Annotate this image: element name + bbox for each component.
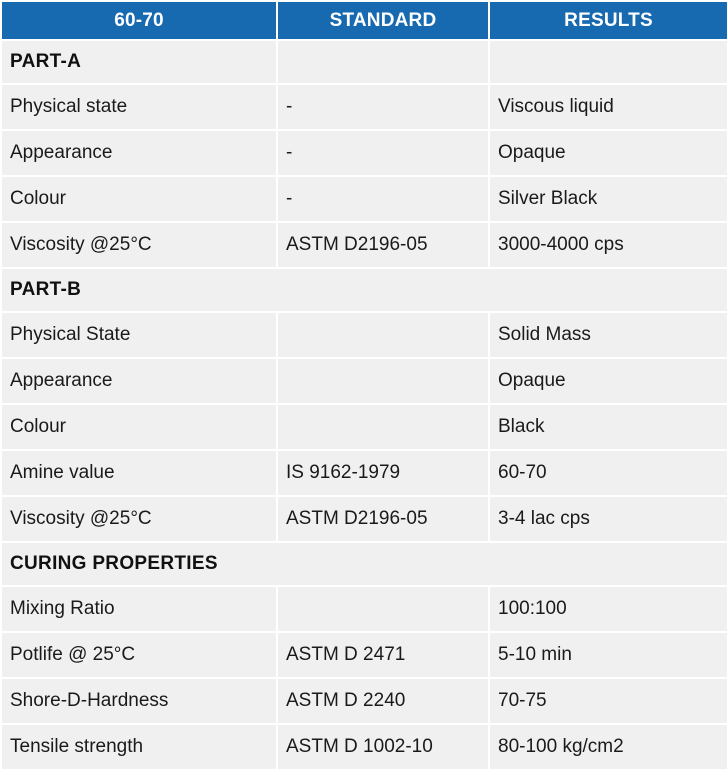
header-row bbox=[2, 2, 727, 39]
result-cell: 5-10 min bbox=[490, 633, 727, 677]
result-cell: Viscous liquid bbox=[490, 85, 727, 129]
table-row bbox=[2, 725, 727, 769]
result-cell: 100:100 bbox=[490, 587, 727, 631]
result-cell: Silver Black bbox=[490, 177, 727, 221]
standard-cell: - bbox=[278, 177, 488, 221]
standard-cell: ASTM D 2240 bbox=[278, 679, 488, 723]
property-cell: Mixing Ratio bbox=[2, 587, 276, 631]
table-row bbox=[2, 223, 727, 267]
section-title: CURING PROPERTIES bbox=[2, 543, 727, 585]
section-row bbox=[2, 543, 727, 585]
standard-cell: IS 9162-1979 bbox=[278, 451, 488, 495]
standard-cell: ASTM D2196-05 bbox=[278, 223, 488, 267]
result-cell: 3-4 lac cps bbox=[490, 497, 727, 541]
standard-cell bbox=[278, 405, 488, 449]
property-cell: Colour bbox=[2, 177, 276, 221]
property-cell: Appearance bbox=[2, 131, 276, 175]
table-row bbox=[2, 405, 727, 449]
property-cell: Viscosity @25°C bbox=[2, 497, 276, 541]
standard-cell: ASTM D2196-05 bbox=[278, 497, 488, 541]
standard-cell bbox=[278, 313, 488, 357]
result-cell: Solid Mass bbox=[490, 313, 727, 357]
section-row bbox=[2, 269, 727, 311]
header-standard: STANDARD bbox=[278, 2, 488, 39]
property-cell: Viscosity @25°C bbox=[2, 223, 276, 267]
result-cell: 3000-4000 cps bbox=[490, 223, 727, 267]
result-cell: 60-70 bbox=[490, 451, 727, 495]
property-cell: Shore-D-Hardness bbox=[2, 679, 276, 723]
header-results: RESULTS bbox=[490, 2, 727, 39]
table-row bbox=[2, 633, 727, 677]
property-cell: Potlife @ 25°C bbox=[2, 633, 276, 677]
property-cell: Tensile strength bbox=[2, 725, 276, 769]
property-cell: Physical state bbox=[2, 85, 276, 129]
section-row bbox=[2, 41, 727, 83]
result-cell: Black bbox=[490, 405, 727, 449]
table-row bbox=[2, 359, 727, 403]
result-cell: 80-100 kg/cm2 bbox=[490, 725, 727, 769]
result-cell: 70-75 bbox=[490, 679, 727, 723]
table-row bbox=[2, 679, 727, 723]
property-cell: Colour bbox=[2, 405, 276, 449]
section-blank-standard bbox=[278, 41, 488, 83]
table-row bbox=[2, 313, 727, 357]
property-cell: Amine value bbox=[2, 451, 276, 495]
standard-cell: - bbox=[278, 85, 488, 129]
table-row bbox=[2, 177, 727, 221]
table-row bbox=[2, 85, 727, 129]
section-title: PART-A bbox=[2, 41, 276, 83]
table-header bbox=[2, 2, 727, 39]
standard-cell bbox=[278, 587, 488, 631]
standard-cell: ASTM D 2471 bbox=[278, 633, 488, 677]
table-row bbox=[2, 497, 727, 541]
header-grade: 60-70 bbox=[2, 2, 276, 39]
table-body bbox=[2, 41, 727, 769]
result-cell: Opaque bbox=[490, 131, 727, 175]
result-cell: Opaque bbox=[490, 359, 727, 403]
table-row bbox=[2, 451, 727, 495]
section-blank-result bbox=[490, 41, 727, 83]
section-title: PART-B bbox=[2, 269, 727, 311]
table-row bbox=[2, 587, 727, 631]
table-row bbox=[2, 131, 727, 175]
property-cell: Physical State bbox=[2, 313, 276, 357]
standard-cell: - bbox=[278, 131, 488, 175]
property-cell: Appearance bbox=[2, 359, 276, 403]
standard-cell: ASTM D 1002-10 bbox=[278, 725, 488, 769]
standard-cell bbox=[278, 359, 488, 403]
